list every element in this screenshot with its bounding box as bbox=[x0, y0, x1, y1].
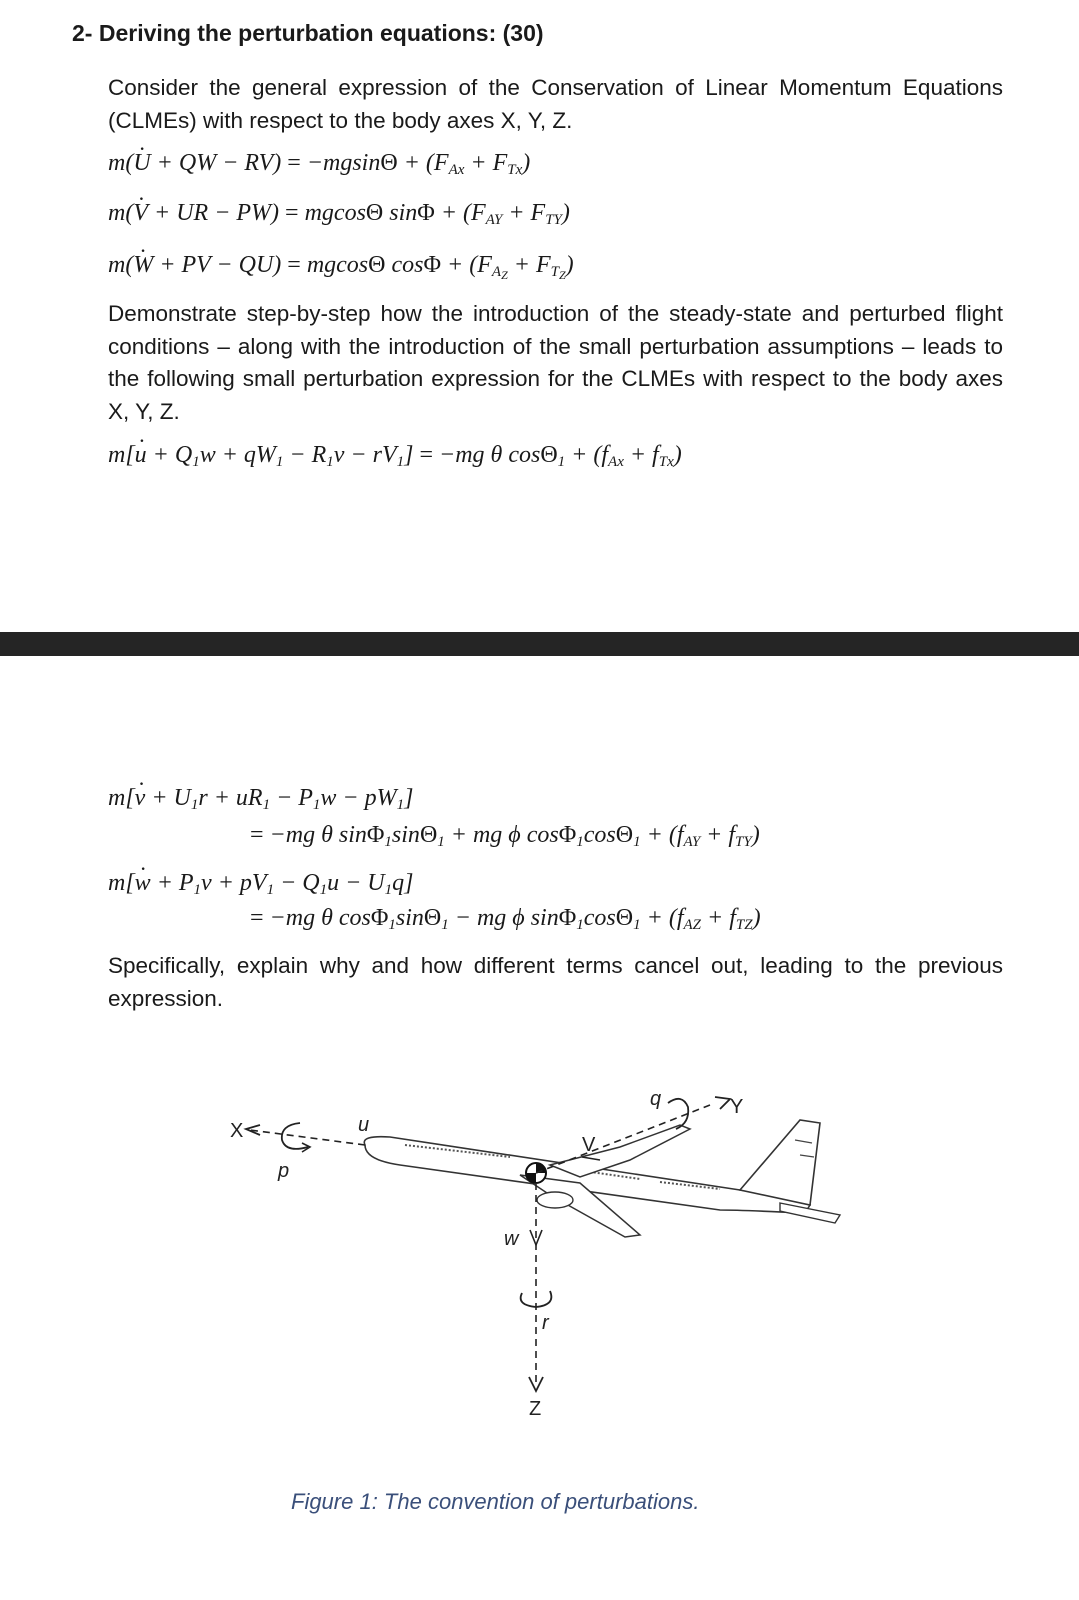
perturbation-equation-z-lhs: m[w · + $P_1v + pV_1 - Q_1u - U_1q$] bbox=[108, 870, 413, 899]
v-label: V bbox=[582, 1134, 596, 1156]
clme-equation-y: m(V · + UR − PW) = mgcosΘ $\sin\Phi + (F_{AY} + F_{TY})$ bbox=[108, 200, 570, 229]
clme-equation-x: m(U · + QW − $RV) = -mgsin\Theta + (F_{Ax} + F_{Tx})$ bbox=[108, 150, 530, 179]
closing-paragraph: Specifically, explain why and how different terms cancel out, leading to the previous expression. bbox=[108, 953, 1003, 1011]
perturbation-equation-z-rhs: = −mg θ cosΦ$_1$sinΘ$_1$ − mg ϕ $\sin\Phi_1\cos\Theta_1 + (f_{AZ} + f_{TZ})$ bbox=[250, 905, 761, 933]
page-divider bbox=[0, 632, 1079, 656]
perturbation-equation-x: m[u · + $Q_1w + qW_1 - R_1v - rV_1] = -mg$ θ $\cos\Theta_1 + (f_{Ax} + f_{Tx})$ bbox=[108, 442, 682, 471]
section-heading: 2- Deriving the perturbation equations: (30) bbox=[72, 20, 544, 46]
p-label: p bbox=[278, 1160, 290, 1182]
z-axis-label: Z bbox=[529, 1398, 542, 1420]
q-label: q bbox=[650, 1088, 662, 1110]
y-axis-label: Y bbox=[730, 1096, 744, 1118]
perturbation-equation-y-rhs: = −mg θ sinΦ$_1$sinΘ$_1$ + mg ϕ $\cos\Phi_1\cos\Theta_1 + (f_{AY} + f_{TY})$ bbox=[250, 822, 760, 850]
clme-equation-z: m(W · + PV − QU) = mgcosΘ $\cos\Phi + (F_{A_Z} + F_{T_Z})$ bbox=[108, 252, 574, 283]
intro-paragraph: Consider the general expression of the Conservation of Linear Momentum Equations (CLMEs) with respect to the body axes X, Y, Z. bbox=[108, 75, 1003, 133]
y-axis-arrow-icon bbox=[715, 1097, 730, 1109]
perturbation-figure bbox=[220, 1085, 860, 1465]
r-label: r bbox=[542, 1312, 549, 1334]
figure-caption: Figure 1: The convention of perturbations. bbox=[291, 1489, 700, 1514]
task-paragraph: Demonstrate step-by-step how the introduction of the steady-state and perturbed flight conditions – along with the introduction of the small perturbation assumptions – leads to the following small perturbation expression for the CLMEs with respect to the body axes X, Y, Z. bbox=[108, 301, 1003, 424]
u-label: u bbox=[358, 1114, 370, 1136]
wing-upper bbox=[550, 1125, 690, 1177]
vertical-tail bbox=[740, 1120, 820, 1205]
x-axis-label: X bbox=[230, 1120, 244, 1142]
perturbation-equation-y-lhs: m[v · + $U_1r + uR_1 - P_1w - pW_1$] bbox=[108, 785, 413, 814]
p-rotation-icon bbox=[282, 1123, 308, 1149]
w-label: w bbox=[504, 1228, 519, 1250]
